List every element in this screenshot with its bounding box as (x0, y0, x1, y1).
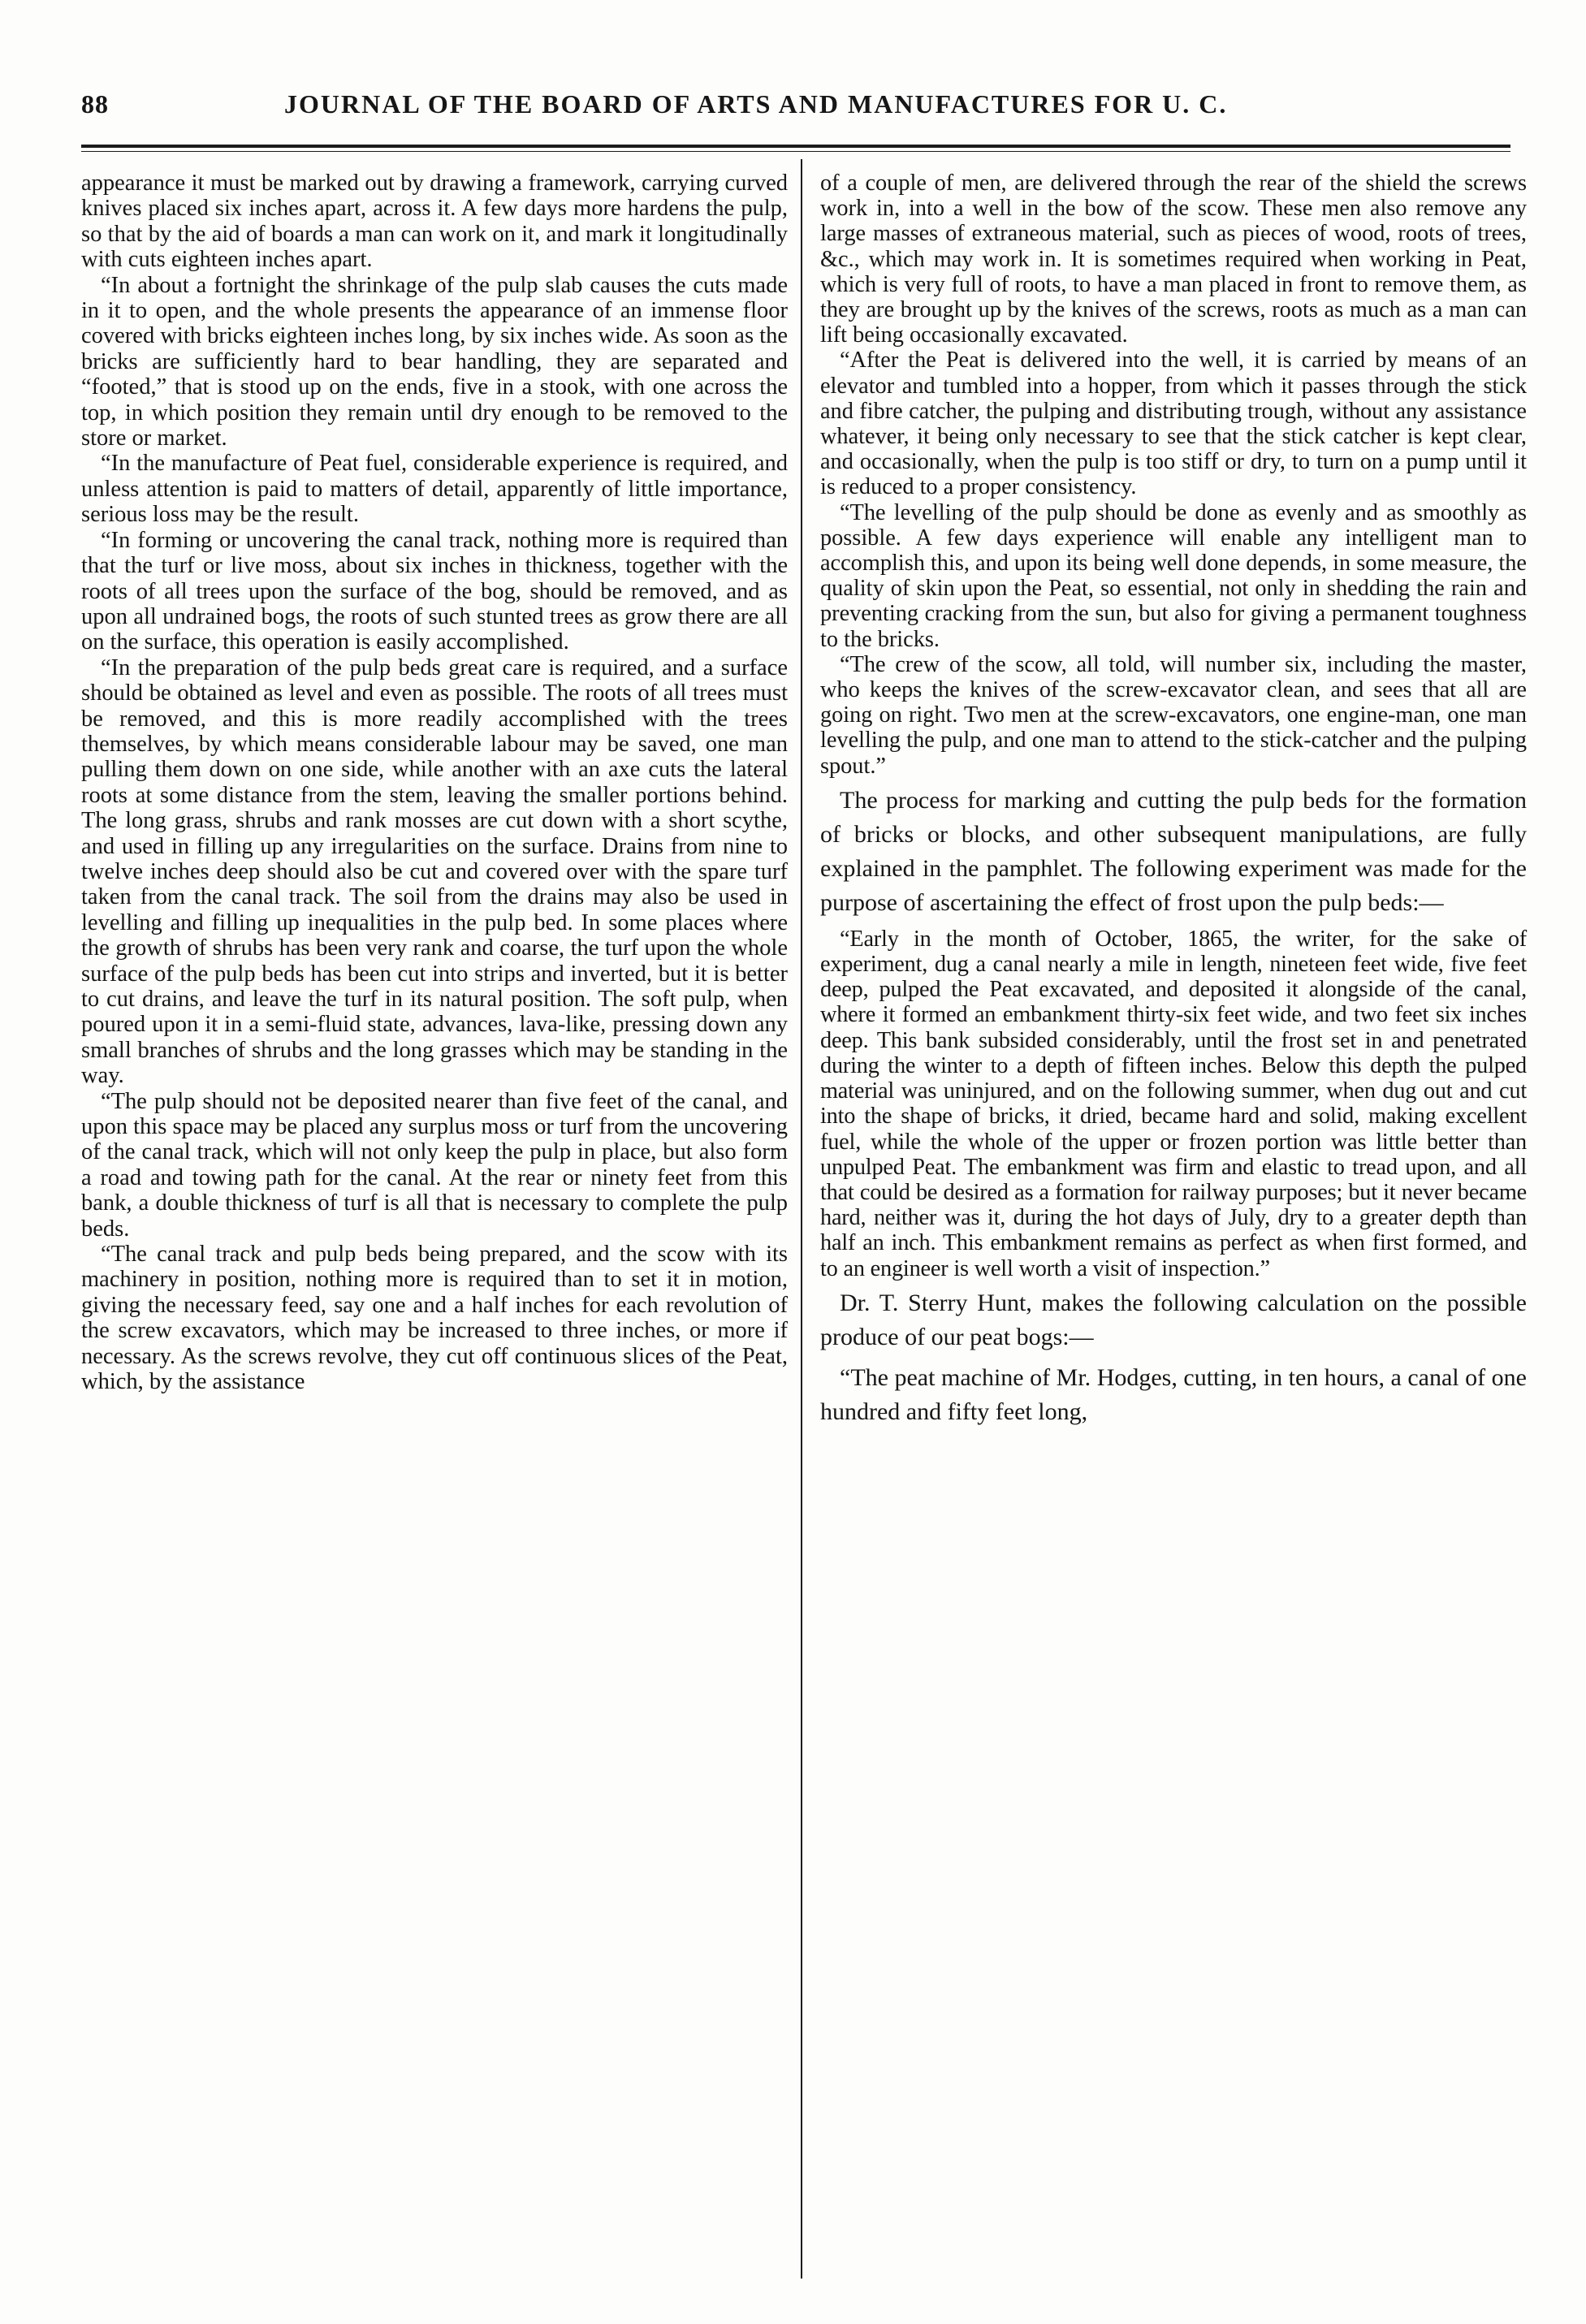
left-paragraph-2: “In about a fortnight the shrinkage of the pulp slab causes the cuts made in it to open, and the whole presents the appearance of an immense floor covered with bricks eighteen inches long, by six inches wide. As soon as the bricks are sufficiently hard to bear handling, they are separated and “footed,” that is stood up on the ends, five in a stook, with one across the top, in which position they remain until dry enough to be removed to the store or market. (81, 272, 788, 451)
right-paragraph-8: “The peat machine of Mr. Hodges, cutting, in ten hours, a canal of one hundred and fifty feet long, (820, 1363, 1527, 1425)
right-paragraph-7: Dr. T. Sterry Hunt, makes the following calculation on the possible produce of our peat bogs:— (820, 1289, 1527, 1350)
header-rule-thick (81, 145, 1510, 148)
left-paragraph-1: appearance it must be marked out by drawing a framework, carrying curved knives placed six inches apart, across it. A few days more hardens the pulp, so that by the aid of boards a man can work on it, and mark it longitudinally with cuts eighteen inches apart. (81, 171, 788, 273)
column-divider (801, 159, 802, 2279)
right-paragraph-5: The process for marking and cutting the pulp beds for the formation of bricks or blocks, and other subsequent manipulations, are fully explained in the pamphlet. The following experiment was made for the purpose of ascertaining the effect of frost upon the pulp beds:— (820, 786, 1527, 916)
left-paragraph-7: “The canal track and pulp beds being prepared, and the scow with its machinery in position, nothing more is required than to set it in motion, giving the necessary feed, say one and a half inches for each revolution of the screw excavators, which may be increased to three inches, or more if necessary. As the screws revolve, they cut off continuous slices of the Peat, which, by the assistance (81, 1242, 788, 1395)
left-paragraph-5: “In the preparation of the pulp beds great care is required, and a surface should be obtained as level and even as possible. The roots of all trees must be removed, and this is more readily accomplished with the trees themselves, by which means considerable labour may be saved, one man pulling them down on one side, while another with an axe cuts the lateral roots at some distance from the stem, leaving the smaller portions behind. The long grass, shrubs and rank mosses are cut down with a short scythe, and used in filling up any irregularities on the surface. Drains from nine to twelve inches deep should also be cut and covered over with the spare turf taken from the canal track. The soil from the drains may also be used in levelling and filling up inequalities in the pulp bed. In some places where the growth of shrubs has been very rank and coarse, the turf upon the whole surface of the pulp beds has been cut into strips and inverted, but it is better to cut drains, and leave the turf in its natural position. The soft pulp, when poured upon it in a semi-fluid state, advances, lava-like, pressing down any small branches of shrubs and the long grasses which may be standing in the way. (81, 654, 788, 1089)
right-paragraph-4: “The crew of the scow, all told, will number six, including the master, who keeps the knives of the screw-excavator clean, and sees that all are going on right. Two men at the screw-excavators, one engine-man, one man levelling the pulp, and one man to attend to the stick-catcher and the pulping spout.” (820, 651, 1527, 779)
right-paragraph-3: “The levelling of the pulp should be done as evenly and as smoothly as possible. A few days experience will enable any intelligent man to accomplish this, and upon its being well done depends, in some measure, the quality of skin upon the Peat, so essential, not only in shedding the rain and preventing cracking from the sun, but also for giving a permanent toughness to the bricks. (820, 499, 1527, 652)
running-title: JOURNAL OF THE BOARD OF ARTS AND MANUFACTURES FOR U. C. (284, 89, 1228, 119)
left-paragraph-6: “The pulp should not be deposited nearer than five feet of the canal, and upon this space may be placed any surplus moss or turf from the uncovering of the canal track, which will not only keep the pulp in place, but also form a road and towing path for the canal. At the rear or ninety feet from this bank, a double thickness of turf is all that is necessary to complete the pulp beds. (81, 1088, 788, 1242)
right-column (820, 171, 1527, 1429)
left-paragraph-3: “In the manufacture of Peat fuel, considerable experience is required, and unless attention is paid to matters of detail, apparently of little importance, serious loss may be the result. (81, 451, 788, 528)
header-rule-thin (81, 151, 1510, 152)
right-paragraph-1: of a couple of men, are delivered through the rear of the shield the screws work in, into a well in the bow of the scow. These men also remove any large masses of extraneous material, such as pieces of wood, roots of trees, &c., which may work in. It is sometimes required when working in Peat, which is very full of roots, to have a man placed in front to remove them, as they are brought up by the knives of the screws, roots as much as a man can lift being occasionally excavated. (820, 171, 1527, 348)
right-paragraph-2: “After the Peat is delivered into the well, it is carried by means of an elevator and tumbled into a hopper, from which it passes through the stick and fibre catcher, the pulping and distributing trough, without any assistance whatever, it being only necessary to see that the stick catcher is kept clear, and occasionally, when the pulp is too stiff or dry, to turn on a pump until it is reduced to a proper consistency. (820, 348, 1527, 500)
page-number: 88 (81, 89, 109, 119)
left-paragraph-4: “In forming or uncovering the canal track, nothing more is required than that the turf or live moss, about six inches in thickness, together with the roots of all trees upon the surface of the bog, should be removed, and as upon all undrained bogs, the roots of such stunted trees as grow there are all on the surface, this operation is easily accomplished. (81, 527, 788, 655)
left-column (81, 171, 788, 1395)
page-header (81, 89, 1510, 138)
right-paragraph-6: “Early in the month of October, 1865, the writer, for the sake of experiment, dug a canal nearly a mile in length, nineteen feet wide, five feet deep, pulped the Peat excavated, and deposited it alongside of the canal, where it formed an embankment thirty-six feet wide, and two feet six inches deep. This bank subsided considerably, until the frost set in and penetrated during the winter to a depth of fifteen inches. Below this depth the pulped material was uninjured, and on the following summer, when dug out and cut into the shape of bricks, it dried, became hard and solid, making excellent fuel, while the whole of the upper or frozen portion was little better than unpulped Peat. The embankment was firm and elastic to tread upon, and all that could be desired as a formation for railway purposes; but it never became hard, neither was it, during the hot days of July, dry to a greater depth than half an inch. This embankment remains as perfect as when first formed, and to an engineer is well worth a visit of inspection.” (820, 926, 1527, 1281)
